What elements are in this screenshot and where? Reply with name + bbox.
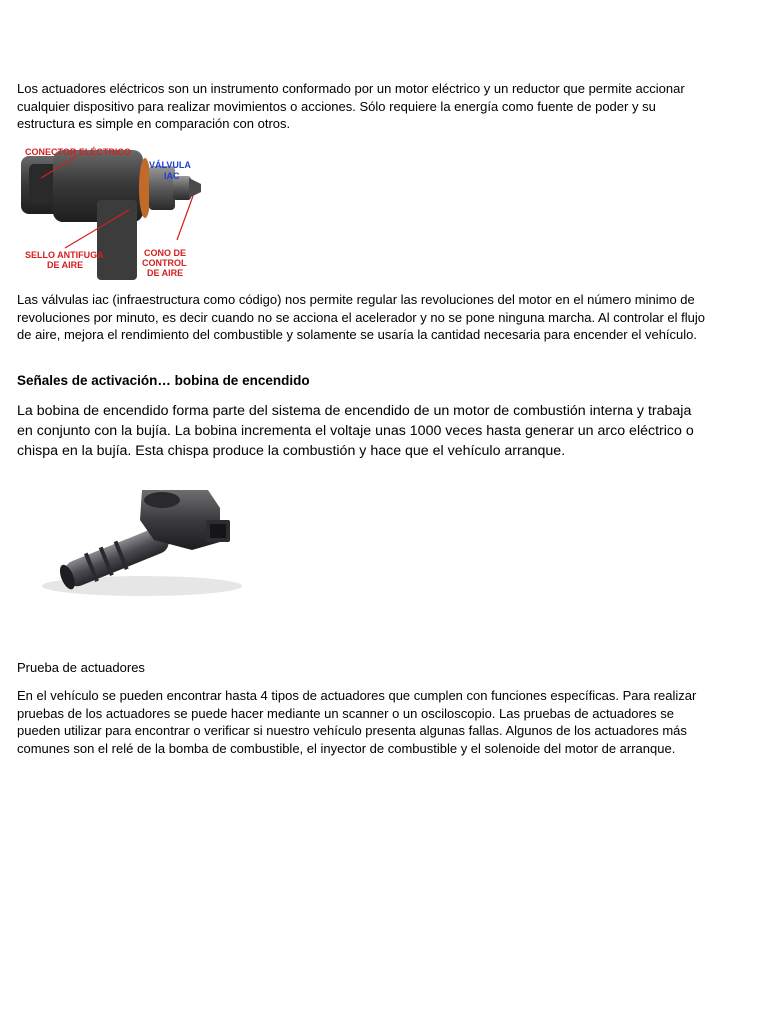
- iac-valve-figure: [17, 140, 203, 280]
- prueba-label: Prueba de actuadores: [17, 660, 145, 675]
- ignition-coil-figure: [22, 468, 258, 610]
- intro-paragraph: Los actuadores eléctricos son un instrumento conformado por un motor eléctrico y un reductor que permite accionar cualquier dispositivo para realizar movimientos o acciones. Sólo requiere la energía como fuente de poder y su estructura es simple en comparación con otros.: [17, 81, 685, 132]
- label-valvula: VÁLVULA: [149, 160, 191, 170]
- label-cono-1: CONO DE: [144, 248, 187, 258]
- label-conector-electrico: CONECTOR ELÉCTRICO: [25, 147, 131, 157]
- prueba-paragraph: En el vehículo se pueden encontrar hasta 4 tipos de actuadores que cumplen con funciones específicas. Para realizar pruebas de los actuadores se puede hacer mediante un scanner o un osciloscopio. Las pruebas de actuadores se pueden utilizar para encontrar o verificar si nuestro vehículo presenta algunas fallas. Algunos de los actuadores más comunes son el relé de la bomba de combustible, el inyector de combustible y el solenoide del motor de arranque.: [17, 688, 697, 757]
- label-sello-2: DE AIRE: [47, 260, 84, 270]
- iac-paragraph: Las válvulas iac (infraestructura como código) nos permite regular las revoluciones del motor en el número minimo de revoluciones por minuto, es decir cuando no se acciona el acelerador y no se pone ninguna marcha. Al controlar el flujo de aire, mejora el rendimiento del combustible y solamente se usaría la cantidad necesaria para encender el vehículo.: [17, 292, 705, 343]
- label-iac: IAC: [164, 171, 180, 181]
- section-heading: Señales de activación… bobina de encendido: [17, 373, 310, 388]
- bobina-paragraph: La bobina de encendido forma parte del sistema de encendido de un motor de combustión interna y trabaja en conjunto con la bujía. La bobina incrementa el voltaje unas 1000 veces hasta generar un arco eléctrico o chispa en la bujía. Esta chispa produce la combustión y hace que el vehículo arranque.: [17, 403, 694, 459]
- label-cono-2: CONTROL: [142, 258, 187, 268]
- label-cono-3: DE AIRE: [147, 268, 184, 278]
- label-sello-1: SELLO ANTIFUGA: [25, 250, 104, 260]
